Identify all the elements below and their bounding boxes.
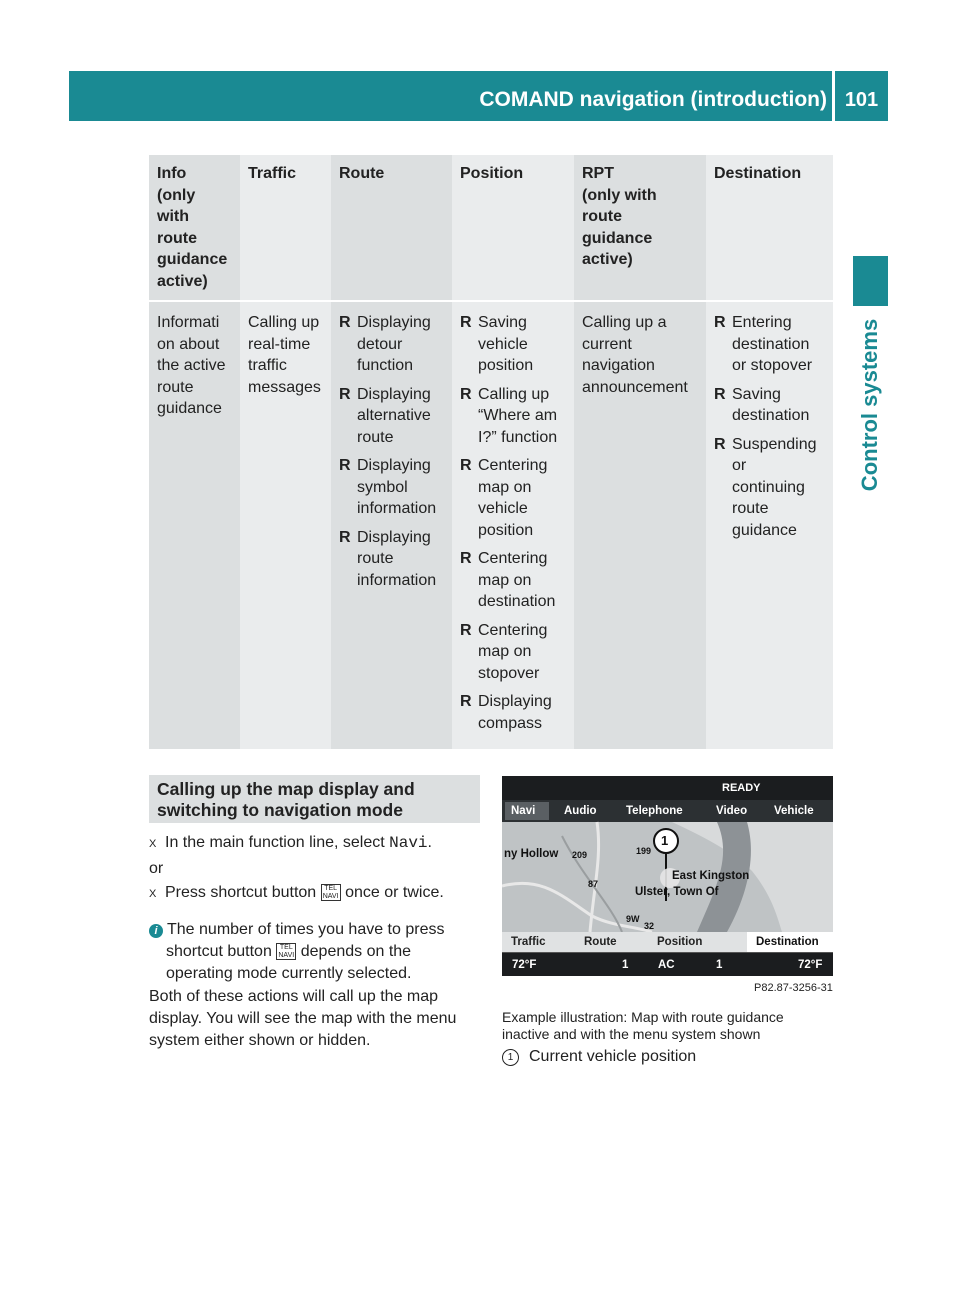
key-bottom-label: NAVI [322,893,339,901]
list-item-line: Saving [478,314,527,331]
list-item-line: map on [478,643,532,660]
list-item-line: Displaying [357,457,431,474]
climate-right-temp: 72°F [798,959,823,971]
column-header-line: (only with [582,186,657,204]
list-item-line: Displaying [357,385,431,403]
bullet-icon: R [714,385,726,403]
bullet-icon: R [460,385,472,403]
side-tab-title: Control systems [857,318,882,492]
column-header-line: route [157,229,197,247]
climate-left-temp: 72°F [512,959,537,971]
list-item-line: I?” function [478,428,558,446]
list-item-line: Entering [732,314,792,331]
column-header-line: route [582,208,622,225]
column-header-traffic [240,155,331,301]
list-item-line: map on [478,571,532,589]
cell-text-line: announcement [582,378,688,396]
bullet-icon: R [714,314,726,331]
bullet-icon: R [460,550,472,567]
cell-position [452,301,574,749]
info-text: depends on the [296,943,412,960]
cell-rpt [574,301,706,749]
column-header-line: active) [582,251,633,268]
bullet-icon: R [714,435,726,453]
list-item-line: information [357,500,437,517]
list-item-line: Suspending [732,435,817,453]
menu-audio: Audio [564,805,597,817]
list-item-line: map on [478,478,532,496]
menu-route: Route [584,936,617,948]
menu-telephone: Telephone [626,805,683,817]
list-item-line: Saving [732,385,781,403]
cell-route [331,301,452,749]
menu-video: Video [716,805,748,817]
step-arrow-icon: X [149,838,157,850]
list-item-line: Displaying [357,528,431,546]
list-item [460,620,566,685]
list-item-line: route [357,550,394,567]
list-item-line: guidance [732,521,797,539]
list-item [339,384,444,449]
info-text: The number of times you have to press [167,921,445,938]
cell-text-line: navigation [582,357,655,374]
bullet-list [460,312,566,734]
legend-number-icon: 1 [502,1049,519,1066]
bullet-list [714,312,825,541]
status-ready: READY [722,782,761,794]
list-item-line: destination [478,593,556,610]
cell-destination [706,301,833,749]
place-east-kingston: East Kingston [672,870,750,882]
section-heading-line: Calling up the map display and [157,779,415,799]
list-item-line: destination [732,335,810,353]
caption-line: Example illustration: Map with route guidance [502,1009,784,1025]
menu-navi: Navi [511,805,536,817]
map-screenshot [502,776,833,976]
list-item-line: detour [357,335,403,353]
side-tab-marker [853,256,888,306]
list-item-line: Centering [478,550,548,567]
list-item [460,384,566,449]
list-item [339,527,444,592]
list-item [460,455,566,541]
list-item-line: stopover [478,664,540,682]
cell-text-line: real-time [248,335,311,353]
column-header-line: Destination [714,165,802,182]
key-top-label: TEL [279,944,293,952]
cell-text-line: traffic [248,357,287,374]
list-item [460,691,566,734]
info-icon: i [149,924,163,938]
list-item-line: “Where am [478,407,558,424]
info-note [149,919,444,985]
list-item-line: or stopover [732,357,813,374]
step-text: Press shortcut button [165,884,321,901]
list-item [339,312,444,377]
list-item-line: Calling up [478,385,550,403]
cell-text-line: Informati [157,314,220,331]
column-header-line: RPT [582,165,614,182]
step-arrow-icon: X [149,888,157,900]
list-item-line: symbol [357,478,408,496]
list-item-line: alternative [357,407,431,424]
list-item-line: or [732,457,747,474]
cell-text-line: current [582,335,632,353]
body-paragraph [149,986,456,1052]
cell-text-line: guidance [157,400,222,417]
list-item-line: Displaying [357,314,431,331]
climate-ac: AC [658,959,675,971]
list-item-line: continuing [732,478,805,496]
list-item-line: vehicle [478,500,528,517]
step-text: In the main function line, select [165,834,390,851]
menu-traffic: Traffic [511,936,546,948]
list-item-line: vehicle [478,335,528,353]
step-text: . [427,834,432,851]
page-number: 101 [835,71,888,121]
key-bottom-label: NAVI [278,952,295,960]
legend-item [502,1048,696,1066]
column-header-destination [706,155,833,301]
list-item-line: position [478,521,534,539]
column-header-line: (only [157,186,196,204]
road-32: 32 [644,921,655,931]
menu-destination: Destination [756,936,819,948]
road-9w: 9W [626,914,640,924]
list-item-line: route [732,500,769,517]
bullet-icon: R [460,457,472,474]
column-header-line: Route [339,165,385,182]
place-ulster: Ulster, Town Of [635,886,719,898]
image-code: P82.87-3256-31 [754,982,833,994]
road-209: 209 [572,850,588,860]
menu-vehicle: Vehicle [774,805,814,817]
figure-caption [502,1009,833,1043]
cell-text-line: Calling up [248,314,320,331]
list-item-line: route [357,428,394,446]
navi-code: Navi [389,834,428,852]
cell-info [149,301,240,749]
column-header-line: Info [157,165,187,182]
road-87: 87 [588,879,599,889]
bullet-icon: R [460,621,472,639]
list-item [339,455,444,520]
cell-text-line: route [157,378,194,396]
bullet-icon: R [339,528,351,546]
bullet-icon: R [339,314,351,331]
table-header-row [149,155,833,301]
column-header-line: active) [157,272,208,290]
key-top-label: TEL [324,885,338,893]
list-item-line: function [357,357,414,374]
menu-position: Position [657,936,703,948]
column-header-line: guidance [582,229,653,247]
body-line: display. You will see the map with the menu [149,1010,457,1027]
cell-text-line: messages [248,378,321,396]
list-item-line: Centering [478,621,548,639]
cell-text-line: on about [157,335,220,353]
bullet-icon: R [460,693,472,710]
bullet-icon: R [339,385,351,403]
body-line: Both of these actions will call up the map [149,988,439,1005]
column-header-position [452,155,574,301]
column-header-line: Position [460,165,524,182]
cell-traffic [240,301,331,749]
road-199: 199 [636,846,652,856]
list-item-line: destination [732,407,810,424]
step-select-navi [149,832,432,855]
body-line: system either shown or hidden. [149,1032,371,1049]
list-item [714,434,825,542]
column-header-line: guidance [157,251,228,268]
list-item-line: position [478,357,534,374]
column-header-route [331,155,452,301]
info-text: operating mode currently selected. [166,965,412,982]
bullet-icon: R [339,457,351,474]
column-header-info [149,155,240,301]
list-item-line: compass [478,714,543,732]
bullet-icon: R [460,314,472,331]
section-heading [149,775,480,823]
or-text: or [149,860,164,877]
caption-line: inactive and with the menu system shown [502,1026,761,1042]
bullet-list [339,312,444,591]
navigation-menu-table [149,155,833,749]
section-heading-line: switching to navigation mode [157,800,403,820]
list-item-line: Centering [478,457,548,474]
column-header-line: with [157,208,189,225]
place-hollow: ny Hollow [504,848,559,860]
cell-text-line: the active [157,357,226,374]
list-item-line: information [357,571,437,589]
list-item [460,312,566,377]
info-text: shortcut button [166,943,277,960]
cell-text-line: Calling up a [582,314,667,331]
page-title: COMAND navigation (introduction) [479,88,827,111]
list-item [460,548,566,613]
list-item-line: Displaying [478,693,552,710]
column-header-rpt [574,155,706,301]
step-text: once or twice. [340,884,444,901]
climate-fan-left: 1 [622,959,629,971]
list-item [714,312,825,377]
tel-navi-key-icon [276,943,296,960]
table-row [149,301,833,749]
marker-1: 1 [661,833,669,848]
legend-text: Current vehicle position [529,1048,697,1065]
climate-fan-right: 1 [716,959,723,971]
column-header-line: Traffic [248,165,297,182]
step-press-shortcut [149,882,444,905]
list-item [714,384,825,427]
tel-navi-key-icon [321,884,341,901]
